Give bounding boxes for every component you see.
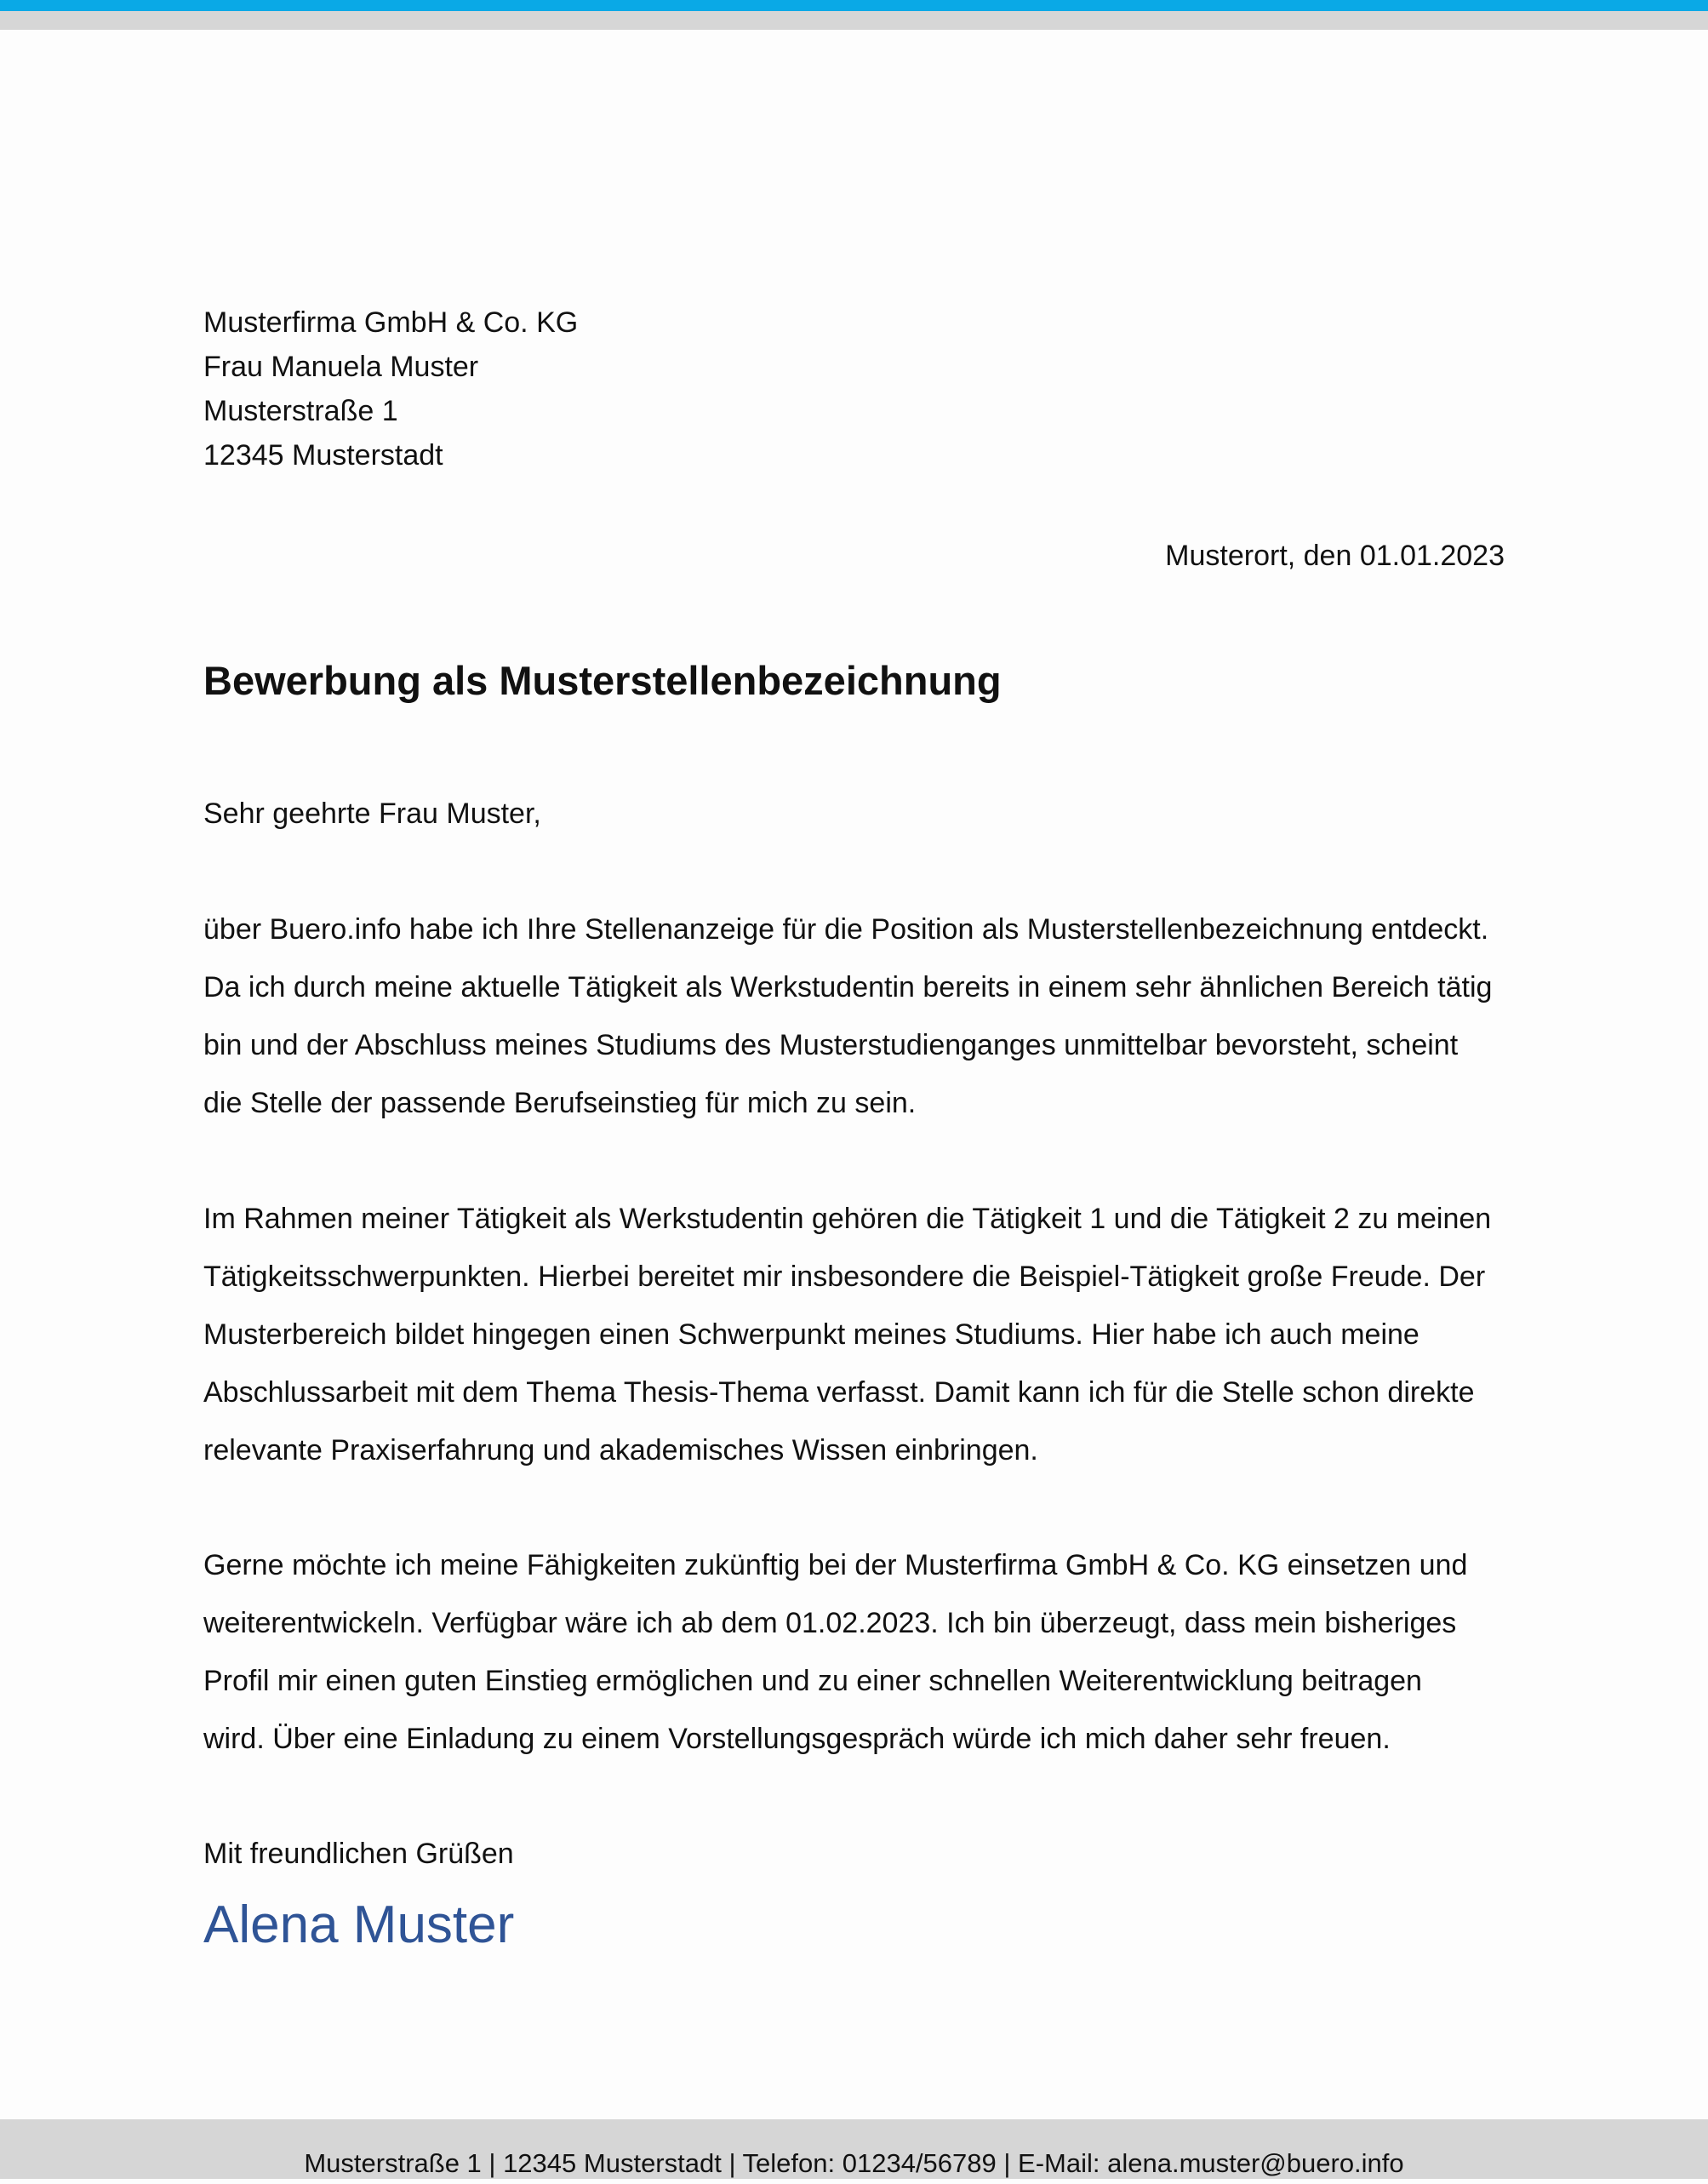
paragraph-line: Profil mir einen guten Einstieg ermöglichen und zu einer schnellen Weiterentwicklung beitragen [203,1665,1422,1697]
paragraph-line: Da ich durch meine aktuelle Tätigkeit als Werkstudentin bereits in einem sehr ähnlichen Bereich tätig [203,971,1493,1003]
place-date: Musterort, den 01.01.2023 [1165,540,1505,572]
paragraph-line: Gerne möchte ich meine Fähigkeiten zukünftig bei der Musterfirma GmbH & Co. KG einsetzen und [203,1549,1468,1581]
signature-name: Alena Muster [203,1895,515,1954]
paragraph-line: relevante Praxiserfahrung und akademisches Wissen einbringen. [203,1434,1038,1466]
paragraph-line: wird. Über eine Einladung zu einem Vorstellungsgespräch würde ich mich daher sehr freuen. [203,1723,1391,1755]
body-paragraph-1 [203,900,1505,1132]
salutation: Sehr geehrte Frau Muster, [203,798,541,830]
body-paragraph-3 [203,1536,1505,1768]
footer-contact-info: Musterstraße 1 | 12345 Musterstadt | Telefon: 01234/56789 | E-Mail: alena.muster@buero.info [304,2148,1404,2178]
paragraph-line: weiterentwickeln. Verfügbar wäre ich ab dem 01.02.2023. Ich bin überzeugt, dass mein bisheriges [203,1607,1457,1639]
paragraph-line: die Stelle der passende Berufseinstieg für mich zu sein. [203,1087,917,1119]
paragraph-line: Im Rahmen meiner Tätigkeit als Werkstudentin gehören die Tätigkeit 1 und die Tätigkeit 2 zu meinen [203,1203,1492,1235]
recipient-address [203,300,578,477]
closing-phrase: Mit freundlichen Grüßen [203,1838,514,1870]
header-accent-bar [0,0,1708,11]
paragraph-line: bin und der Abschluss meines Studiums des Musterstudienganges unmittelbar bevorsteht, scheint [203,1029,1459,1061]
body-paragraph-2 [203,1190,1505,1479]
recipient-company: Musterfirma GmbH & Co. KG [203,306,579,339]
paragraph-line: Musterbereich bildet hingegen einen Schwerpunkt meines Studiums. Hier habe ich auch meine [203,1318,1420,1351]
paragraph-line: über Buero.info habe ich Ihre Stellenanzeige für die Position als Musterstellenbezeichnung entdeckt. [203,913,1489,946]
recipient-street: Musterstraße 1 [203,395,398,427]
paragraph-line: Tätigkeitsschwerpunkten. Hierbei bereitet mir insbesondere die Beispiel-Tätigkeit große Freude. Der [203,1261,1486,1293]
header-grey-bar [0,11,1708,30]
paragraph-line: Abschlussarbeit mit dem Thema Thesis-Thema verfasst. Damit kann ich für die Stelle schon direkte [203,1376,1475,1409]
recipient-contact: Frau Manuela Muster [203,351,479,383]
letter-subject: Bewerbung als Musterstellenbezeichnung [203,658,1002,703]
recipient-city: 12345 Musterstadt [203,439,443,472]
